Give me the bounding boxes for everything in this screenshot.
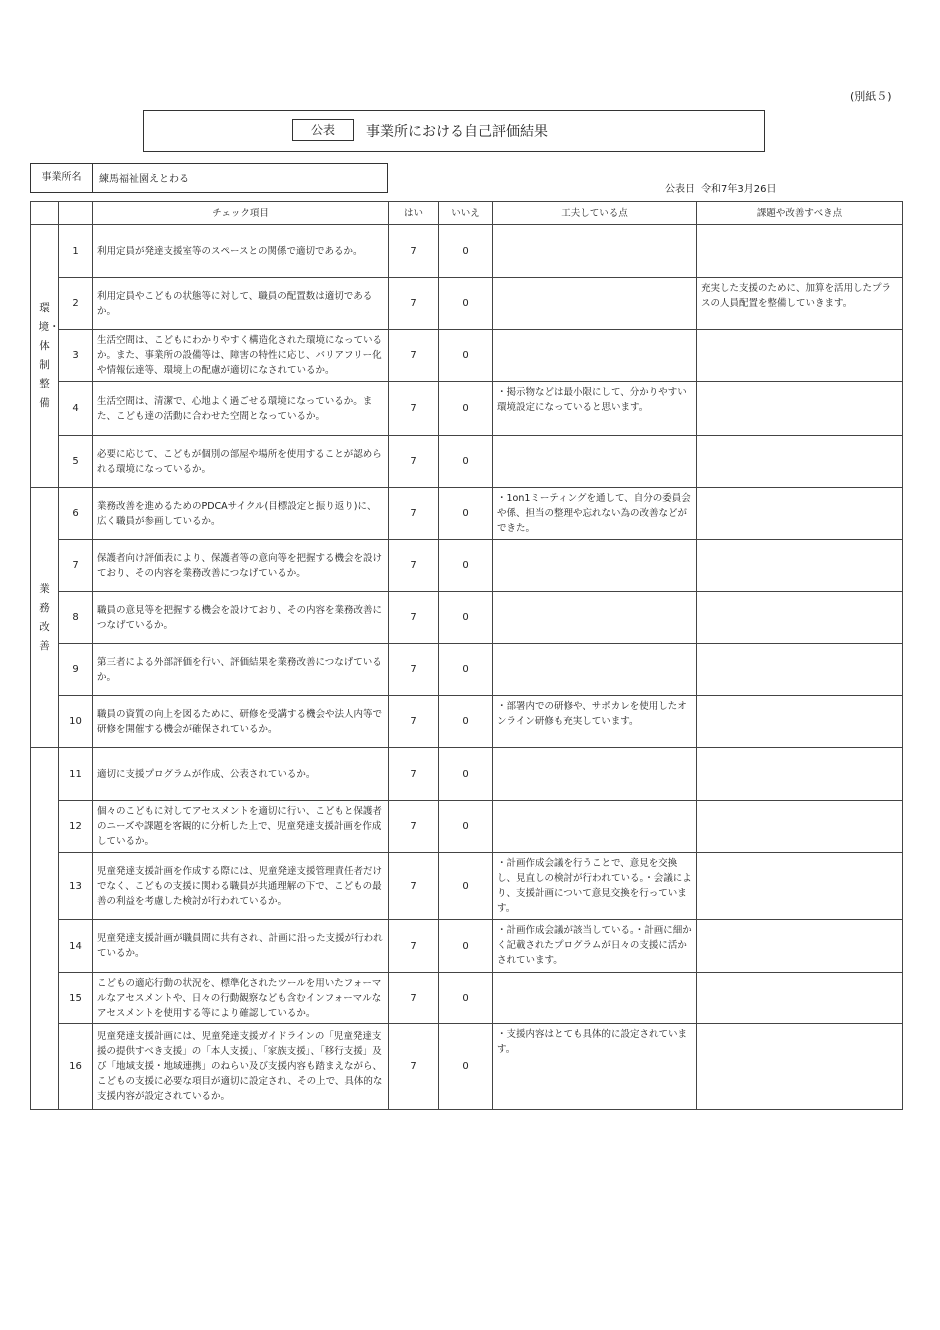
yes-count: 7 — [389, 801, 439, 853]
check-item: 保護者向け評価表により、保護者等の意向等を把握する機会を設けており、その内容を業務改善につなげているか。 — [93, 540, 389, 592]
yes-count: 7 — [389, 278, 439, 330]
check-item: 業務改善を進めるためのPDCAサイクル(目標設定と振り返り)に、広く職員が参画しているか。 — [93, 488, 389, 540]
yes-count: 7 — [389, 488, 439, 540]
no-count: 0 — [439, 973, 493, 1024]
yes-count: 7 — [389, 644, 439, 696]
no-count: 0 — [439, 540, 493, 592]
row-number: 15 — [59, 973, 93, 1024]
row-number: 10 — [59, 696, 93, 748]
effort-note — [493, 278, 697, 330]
table-row — [31, 278, 903, 330]
effort-note — [493, 592, 697, 644]
issue-note: 充実した支援のために、加算を活用したプラスの人員配置を整備していきます。 — [697, 278, 903, 330]
no-count: 0 — [439, 801, 493, 853]
table-row — [31, 330, 903, 382]
check-item: 利用定員が発達支援室等のスペースとの関係で適切であるか。 — [93, 225, 389, 278]
table-row — [31, 225, 903, 278]
effort-note: ・掲示物などは最小限にして、分かりやすい環境設定になっていると思います。 — [493, 382, 697, 436]
header-check-item: チェック項目 — [93, 202, 389, 225]
check-item: 職員の資質の向上を図るために、研修を受講する機会や法人内等で研修を開催する機会が確保されているか。 — [93, 696, 389, 748]
effort-note — [493, 973, 697, 1024]
table-row — [31, 748, 903, 801]
no-count: 0 — [439, 1024, 493, 1110]
check-item: 生活空間は、清潔で、心地よく過ごせる環境になっているか。また、こども達の活動に合わせた空間となっているか。 — [93, 382, 389, 436]
issue-note — [697, 973, 903, 1024]
check-item: 児童発達支援計画には、児童発達支援ガイドラインの「児童発達支援の提供すべき支援」の「本人支援」、「家族支援」、「移行支援」及び「地域支援・地域連携」のねらい及び支援内容も踏まえながら、こどもの支援に必要な項目が適切に設定され、その上で、具体的な支援内容が設定されているか。 — [93, 1024, 389, 1110]
check-item: 第三者による外部評価を行い、評価結果を業務改善につなげているか。 — [93, 644, 389, 696]
row-number: 8 — [59, 592, 93, 644]
issue-note — [697, 382, 903, 436]
table-row — [31, 920, 903, 973]
table-row — [31, 1024, 903, 1110]
table-row — [31, 853, 903, 920]
table-row — [31, 488, 903, 540]
effort-note: ・部署内での研修や、サポカレを使用したオンライン研修も充実しています。 — [493, 696, 697, 748]
check-item: こどもの適応行動の状況を、標準化されたツールを用いたフォーマルなアセスメントや、日々の行動観察なども含むインフォーマルなアセスメントを使用する等により確認しているか。 — [93, 973, 389, 1024]
no-count: 0 — [439, 382, 493, 436]
yes-count: 7 — [389, 1024, 439, 1110]
category-cell — [31, 488, 59, 748]
yes-count: 7 — [389, 592, 439, 644]
yes-count: 7 — [389, 382, 439, 436]
yes-count: 7 — [389, 696, 439, 748]
row-number: 16 — [59, 1024, 93, 1110]
issue-note — [697, 748, 903, 801]
row-number: 7 — [59, 540, 93, 592]
check-item: 利用定員やこどもの状態等に対して、職員の配置数は適切であるか。 — [93, 278, 389, 330]
evaluation-table — [30, 201, 903, 1110]
no-count: 0 — [439, 225, 493, 278]
yes-count: 7 — [389, 540, 439, 592]
public-tag: 公表 — [292, 119, 354, 141]
no-count: 0 — [439, 748, 493, 801]
issue-note — [697, 592, 903, 644]
no-count: 0 — [439, 488, 493, 540]
yes-count: 7 — [389, 853, 439, 920]
check-item: 児童発達支援計画を作成する際には、児童発達支援管理責任者だけでなく、こどもの支援に関わる職員が共通理解の下で、こどもの最善の利益を考慮した検討が行われているか。 — [93, 853, 389, 920]
issue-note — [697, 1024, 903, 1110]
header-no: いいえ — [439, 202, 493, 225]
category-label: 環境・体制整備 — [38, 302, 60, 409]
effort-note — [493, 225, 697, 278]
check-item: 職員の意見等を把握する機会を設けており、その内容を業務改善につなげているか。 — [93, 592, 389, 644]
table-row — [31, 540, 903, 592]
effort-note — [493, 330, 697, 382]
row-number: 13 — [59, 853, 93, 920]
category-label: 業務改善 — [39, 582, 50, 652]
category-cell — [31, 225, 59, 488]
header-issues: 課題や改善すべき点 — [697, 202, 903, 225]
no-count: 0 — [439, 278, 493, 330]
no-count: 0 — [439, 592, 493, 644]
check-item: 児童発達支援計画が職員間に共有され、計画に沿った支援が行われているか。 — [93, 920, 389, 973]
issue-note — [697, 801, 903, 853]
check-item: 個々のこどもに対してアセスメントを適切に行い、こどもと保護者のニーズや課題を客観的に分析した上で、児童発達支援計画を作成しているか。 — [93, 801, 389, 853]
issue-note — [697, 488, 903, 540]
title-box — [143, 110, 765, 152]
row-number: 1 — [59, 225, 93, 278]
effort-note — [493, 748, 697, 801]
no-count: 0 — [439, 696, 493, 748]
issue-note — [697, 540, 903, 592]
issue-note — [697, 696, 903, 748]
no-count: 0 — [439, 644, 493, 696]
no-count: 0 — [439, 436, 493, 488]
effort-note — [493, 540, 697, 592]
no-count: 0 — [439, 920, 493, 973]
issue-note — [697, 225, 903, 278]
row-number: 5 — [59, 436, 93, 488]
yes-count: 7 — [389, 920, 439, 973]
row-number: 14 — [59, 920, 93, 973]
effort-note — [493, 801, 697, 853]
effort-note: ・計画作成会議が該当している。・計画に細かく記載されたプログラムが日々の支援に活かされています。 — [493, 920, 697, 973]
check-item: 生活空間は、こどもにわかりやすく構造化された環境になっているか。また、事業所の設備等は、障害の特性に応じ、バリアフリー化や情報伝達等、環境上の配慮が適切になされているか。 — [93, 330, 389, 382]
effort-note: ・支援内容はとても具体的に設定されています。 — [493, 1024, 697, 1110]
effort-note — [493, 436, 697, 488]
publication-date — [665, 180, 782, 195]
page-title: 事業所における自己評価結果 — [366, 124, 548, 140]
annex-label: (別紙５) — [850, 90, 892, 103]
effort-note: ・1on1ミーティングを通して、自分の委員会や係、担当の整理や忘れない為の改善などができた。 — [493, 488, 697, 540]
yes-count: 7 — [389, 436, 439, 488]
row-number: 3 — [59, 330, 93, 382]
table-row — [31, 696, 903, 748]
header-category — [31, 202, 59, 225]
publication-label: 公表日 — [665, 184, 695, 195]
header-yes: はい — [389, 202, 439, 225]
header-effort: 工夫している点 — [493, 202, 697, 225]
issue-note — [697, 920, 903, 973]
table-row — [31, 801, 903, 853]
yes-count: 7 — [389, 225, 439, 278]
no-count: 0 — [439, 853, 493, 920]
row-number: 2 — [59, 278, 93, 330]
office-label: 事業所名 — [30, 163, 92, 193]
check-item: 必要に応じて、こどもが個別の部屋や場所を使用することが認められる環境になっているか。 — [93, 436, 389, 488]
no-count: 0 — [439, 330, 493, 382]
effort-note — [493, 644, 697, 696]
issue-note — [697, 644, 903, 696]
issue-note — [697, 330, 903, 382]
check-item: 適切に支援プログラムが作成、公表されているか。 — [93, 748, 389, 801]
table-header-row — [31, 202, 903, 225]
yes-count: 7 — [389, 748, 439, 801]
row-number: 11 — [59, 748, 93, 801]
issue-note — [697, 853, 903, 920]
row-number: 12 — [59, 801, 93, 853]
publication-date-value: 令和7年3月26日 — [701, 184, 777, 195]
table-row — [31, 382, 903, 436]
table-row — [31, 436, 903, 488]
office-name: 練馬福祉園えとわる — [92, 163, 388, 193]
header-number — [59, 202, 93, 225]
table-row — [31, 644, 903, 696]
category-cell — [31, 748, 59, 1110]
table-row — [31, 973, 903, 1024]
yes-count: 7 — [389, 330, 439, 382]
row-number: 9 — [59, 644, 93, 696]
effort-note: ・計画作成会議を行うことで、意見を交換し、見直しの検討が行われている。・会議により、支援計画について意見交換を行っています。 — [493, 853, 697, 920]
row-number: 4 — [59, 382, 93, 436]
yes-count: 7 — [389, 973, 439, 1024]
table-row — [31, 592, 903, 644]
issue-note — [697, 436, 903, 488]
row-number: 6 — [59, 488, 93, 540]
